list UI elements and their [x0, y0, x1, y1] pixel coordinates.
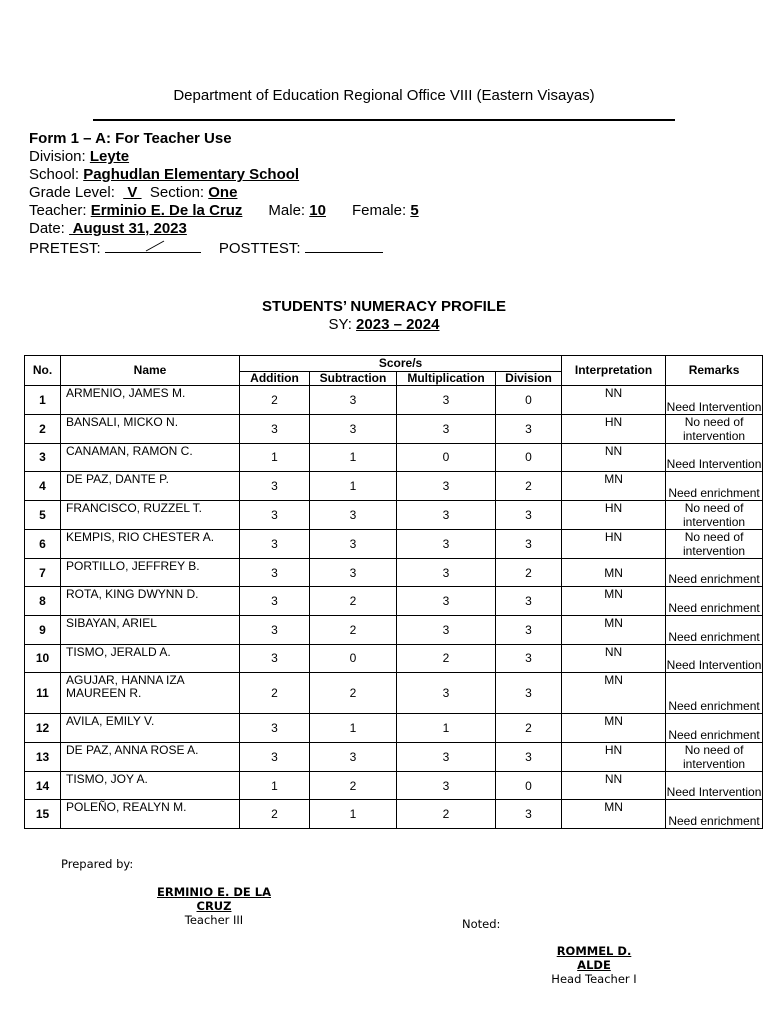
female-value: 5 — [410, 202, 419, 219]
date-value: August 31, 2023 — [69, 220, 187, 237]
teacher-value: Erminio E. De la Cruz — [90, 202, 243, 219]
division-score: 3 — [496, 615, 562, 644]
division-line — [29, 148, 419, 166]
numeracy-table — [24, 355, 763, 829]
row-number: 8 — [25, 587, 61, 616]
student-name: ARMENIO, JAMES M. — [61, 386, 240, 415]
profile-title-block — [0, 298, 768, 334]
table-row — [25, 742, 763, 771]
remarks: Need enrichment — [666, 558, 763, 587]
pretest-blank — [105, 238, 201, 253]
remarks: No need of intervention — [666, 500, 763, 529]
row-number: 5 — [25, 500, 61, 529]
school-line — [29, 166, 419, 184]
addition-score: 3 — [240, 587, 310, 616]
addition-score: 3 — [240, 558, 310, 587]
addition-score: 2 — [240, 673, 310, 714]
interpretation: NN — [562, 771, 666, 800]
col-header-division: Division — [496, 372, 562, 386]
subtraction-score: 1 — [310, 472, 397, 501]
subtraction-score: 1 — [310, 800, 397, 829]
division-score: 3 — [496, 742, 562, 771]
multiplication-score: 3 — [397, 386, 496, 415]
school-year — [0, 316, 768, 334]
grade-value: V — [123, 184, 142, 201]
noter-title: Head Teacher I — [551, 972, 637, 986]
multiplication-score: 3 — [397, 529, 496, 558]
noted-label: Noted: — [462, 917, 501, 931]
student-name: SIBAYAN, ARIEL — [61, 615, 240, 644]
remarks: No need of intervention — [666, 529, 763, 558]
row-number: 13 — [25, 742, 61, 771]
division-score: 0 — [496, 443, 562, 472]
interpretation: MN — [562, 800, 666, 829]
multiplication-score: 3 — [397, 742, 496, 771]
pretest-label: PRETEST: — [29, 240, 105, 257]
remarks: Need Intervention — [666, 644, 763, 673]
student-name: DE PAZ, DANTE P. — [61, 472, 240, 501]
division-score: 3 — [496, 587, 562, 616]
division-score: 3 — [496, 800, 562, 829]
table-row — [25, 414, 763, 443]
table-body — [25, 386, 763, 829]
subtraction-score: 3 — [310, 529, 397, 558]
col-header-no: No. — [25, 356, 61, 386]
col-header-multiplication: Multiplication — [397, 372, 496, 386]
remarks: Need enrichment — [666, 800, 763, 829]
table-row — [25, 472, 763, 501]
col-header-interpretation: Interpretation — [562, 356, 666, 386]
student-name: TISMO, JERALD A. — [61, 644, 240, 673]
addition-score: 3 — [240, 644, 310, 673]
addition-score: 1 — [240, 443, 310, 472]
division-score: 3 — [496, 500, 562, 529]
col-header-addition: Addition — [240, 372, 310, 386]
subtraction-score: 3 — [310, 386, 397, 415]
table-row — [25, 500, 763, 529]
multiplication-score: 1 — [397, 714, 496, 743]
row-number: 11 — [25, 673, 61, 714]
addition-score: 3 — [240, 529, 310, 558]
female-label: Female: — [351, 202, 411, 219]
remarks: Need Intervention — [666, 771, 763, 800]
interpretation: MN — [562, 714, 666, 743]
multiplication-score: 3 — [397, 615, 496, 644]
student-name: AVILA, EMILY V. — [61, 714, 240, 743]
multiplication-score: 3 — [397, 414, 496, 443]
student-name: KEMPIS, RIO CHESTER A. — [61, 529, 240, 558]
test-line — [29, 238, 419, 258]
subtraction-score: 1 — [310, 714, 397, 743]
division-score: 3 — [496, 529, 562, 558]
addition-score: 3 — [240, 500, 310, 529]
student-name: ROTA, KING DWYNN D. — [61, 587, 240, 616]
table-row — [25, 800, 763, 829]
header-rule — [93, 119, 675, 121]
check-mark-icon — [145, 240, 165, 252]
student-name: DE PAZ, ANNA ROSE A. — [61, 742, 240, 771]
interpretation: MN — [562, 472, 666, 501]
remarks: Need Intervention — [666, 386, 763, 415]
preparer-title: Teacher III — [184, 913, 244, 927]
subtraction-score: 2 — [310, 771, 397, 800]
table-row — [25, 587, 763, 616]
division-score: 0 — [496, 386, 562, 415]
posttest-label: POSTTEST: — [218, 240, 305, 257]
row-number: 6 — [25, 529, 61, 558]
multiplication-score: 3 — [397, 673, 496, 714]
row-number: 10 — [25, 644, 61, 673]
grade-line — [29, 184, 419, 202]
division-value: Leyte — [89, 148, 130, 165]
date-label: Date: — [29, 220, 70, 237]
addition-score: 1 — [240, 771, 310, 800]
teacher-line — [29, 202, 419, 220]
interpretation: HN — [562, 414, 666, 443]
student-name: TISMO, JOY A. — [61, 771, 240, 800]
multiplication-score: 2 — [397, 644, 496, 673]
student-name: PORTILLO, JEFFREY B. — [61, 558, 240, 587]
table-row — [25, 673, 763, 714]
multiplication-score: 3 — [397, 472, 496, 501]
student-name: POLEÑO, REALYN M. — [61, 800, 240, 829]
division-score: 2 — [496, 472, 562, 501]
subtraction-score: 1 — [310, 443, 397, 472]
col-header-remarks: Remarks — [666, 356, 763, 386]
remarks: No need of intervention — [666, 414, 763, 443]
teacher-label: Teacher: — [29, 202, 91, 219]
multiplication-score: 3 — [397, 558, 496, 587]
subtraction-score: 0 — [310, 644, 397, 673]
male-value: 10 — [309, 202, 326, 219]
remarks: Need enrichment — [666, 615, 763, 644]
student-name: FRANCISCO, RUZZEL T. — [61, 500, 240, 529]
division-score: 0 — [496, 771, 562, 800]
interpretation: MN — [562, 558, 666, 587]
interpretation: MN — [562, 587, 666, 616]
student-name: AGUJAR, HANNA IZA MAUREEN R. — [61, 673, 240, 714]
table-row — [25, 644, 763, 673]
table-row — [25, 558, 763, 587]
table-row — [25, 443, 763, 472]
posttest-blank — [305, 238, 383, 253]
remarks: Need Intervention — [666, 443, 763, 472]
remarks: Need enrichment — [666, 673, 763, 714]
form-info — [29, 130, 419, 258]
addition-score: 3 — [240, 742, 310, 771]
agency-header: Department of Education Regional Office VIII (Eastern Visayas) — [173, 87, 595, 104]
section-label: Section: — [141, 184, 209, 201]
col-header-scores: Score/s — [240, 356, 562, 372]
multiplication-score: 3 — [397, 500, 496, 529]
preparer-name: ERMINIO E. DE LA CRUZ — [157, 885, 271, 913]
division-score: 2 — [496, 558, 562, 587]
row-number: 14 — [25, 771, 61, 800]
noter-block — [538, 944, 650, 986]
division-score: 3 — [496, 673, 562, 714]
subtraction-score: 2 — [310, 615, 397, 644]
interpretation: HN — [562, 500, 666, 529]
row-number: 7 — [25, 558, 61, 587]
school-value: Paghudlan Elementary School — [83, 166, 300, 183]
subtraction-score: 2 — [310, 587, 397, 616]
addition-score: 2 — [240, 386, 310, 415]
row-number: 1 — [25, 386, 61, 415]
grade-label: Grade Level: — [29, 184, 124, 201]
interpretation: NN — [562, 386, 666, 415]
addition-score: 3 — [240, 414, 310, 443]
subtraction-score: 2 — [310, 673, 397, 714]
section-value: One — [208, 184, 238, 201]
addition-score: 3 — [240, 714, 310, 743]
table-row — [25, 386, 763, 415]
date-line — [29, 220, 419, 238]
addition-score: 3 — [240, 615, 310, 644]
table-row — [25, 529, 763, 558]
interpretation: MN — [562, 673, 666, 714]
division-score: 3 — [496, 414, 562, 443]
remarks: Need enrichment — [666, 714, 763, 743]
row-number: 15 — [25, 800, 61, 829]
school-label: School: — [29, 166, 84, 183]
preparer-block — [144, 885, 284, 927]
interpretation: NN — [562, 443, 666, 472]
subtraction-score: 3 — [310, 742, 397, 771]
row-number: 9 — [25, 615, 61, 644]
interpretation: NN — [562, 644, 666, 673]
row-number: 4 — [25, 472, 61, 501]
col-header-subtraction: Subtraction — [310, 372, 397, 386]
multiplication-score: 0 — [397, 443, 496, 472]
subtraction-score: 3 — [310, 500, 397, 529]
remarks: Need enrichment — [666, 472, 763, 501]
division-score: 3 — [496, 644, 562, 673]
sy-label: SY: — [328, 316, 357, 333]
multiplication-score: 2 — [397, 800, 496, 829]
sy-value: 2023 – 2024 — [356, 316, 440, 333]
student-name: BANSALI, MICKO N. — [61, 414, 240, 443]
multiplication-score: 3 — [397, 771, 496, 800]
multiplication-score: 3 — [397, 587, 496, 616]
addition-score: 2 — [240, 800, 310, 829]
table-row — [25, 771, 763, 800]
interpretation: MN — [562, 615, 666, 644]
noter-name: ROMMEL D. ALDE — [556, 944, 632, 972]
male-label: Male: — [268, 202, 310, 219]
division-label: Division: — [29, 148, 90, 165]
addition-score: 3 — [240, 472, 310, 501]
division-score: 2 — [496, 714, 562, 743]
profile-title: STUDENTS’ NUMERACY PROFILE — [262, 298, 506, 315]
student-name: CANAMAN, RAMON C. — [61, 443, 240, 472]
form-title: Form 1 – A: For Teacher Use — [29, 130, 232, 147]
row-number: 3 — [25, 443, 61, 472]
table-row — [25, 714, 763, 743]
col-header-name: Name — [61, 356, 240, 386]
interpretation: HN — [562, 529, 666, 558]
table-row — [25, 615, 763, 644]
subtraction-score: 3 — [310, 414, 397, 443]
remarks: No need of intervention — [666, 742, 763, 771]
subtraction-score: 3 — [310, 558, 397, 587]
interpretation: HN — [562, 742, 666, 771]
row-number: 2 — [25, 414, 61, 443]
remarks: Need enrichment — [666, 587, 763, 616]
row-number: 12 — [25, 714, 61, 743]
prepared-label: Prepared by: — [61, 857, 134, 871]
